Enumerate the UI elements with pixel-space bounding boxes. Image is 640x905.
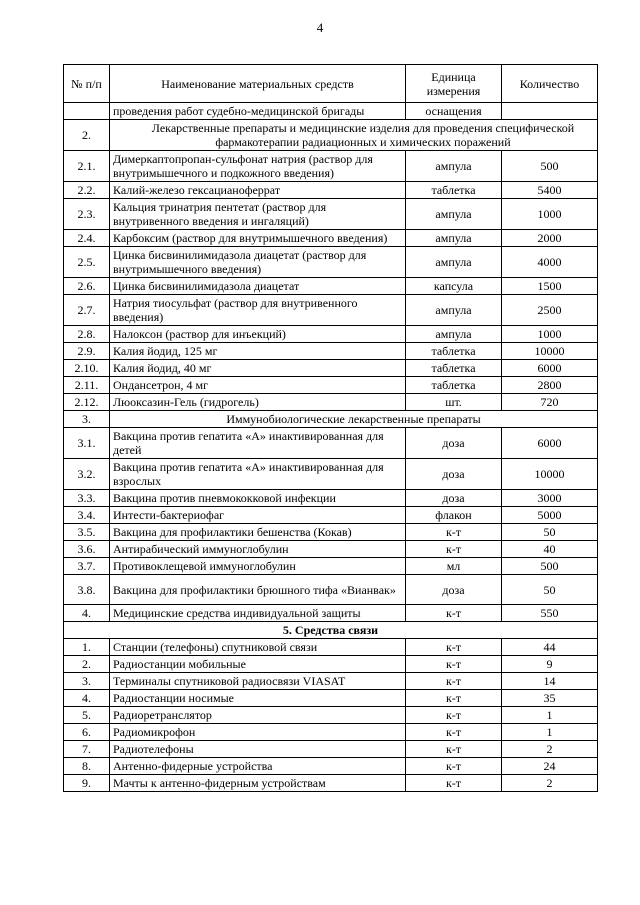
cell-qty: 1000 [502,199,598,230]
table-header-row [64,65,598,103]
cell-num: 5. [64,707,110,724]
cell-num: 2. [64,656,110,673]
table-row [64,541,598,558]
cell-qty: 10000 [502,459,598,490]
cell-name: Калия йодид, 125 мг [110,343,406,360]
table-row [64,656,598,673]
cell-unit: доза [406,428,502,459]
continued-row [64,103,598,120]
table-row [64,524,598,541]
cell-num: 2.5. [64,247,110,278]
cell-qty: 4000 [502,247,598,278]
header-unit: Единица измерения [406,65,502,103]
cell-unit: доза [406,575,502,605]
header-num: № п/п [64,65,110,103]
cell-num: 2.12. [64,394,110,411]
table-row [64,360,598,377]
cell-num: 2.4. [64,230,110,247]
table-row [64,459,598,490]
cell-unit: к-т [406,541,502,558]
cell-qty: 500 [502,558,598,575]
cell-qty: 9 [502,656,598,673]
table-row [64,690,598,707]
cell-name: Ондансетрон, 4 мг [110,377,406,394]
table-row [64,278,598,295]
cell-qty: 40 [502,541,598,558]
cell-name: Антенно-фидерные устройства [110,758,406,775]
cell-qty: 2800 [502,377,598,394]
table-row [64,575,598,605]
cell-qty: 6000 [502,428,598,459]
cell-unit: доза [406,459,502,490]
cell-num [64,103,110,120]
cell-name: Люоксазин-Гель (гидрогель) [110,394,406,411]
cell-qty: 550 [502,605,598,622]
cell-name: Натрия тиосульфат (раствор для внутривенного введения) [110,295,406,326]
cell-unit: мл [406,558,502,575]
cell-name: Радиомикрофон [110,724,406,741]
cell-num: 3.6. [64,541,110,558]
cell-unit: флакон [406,507,502,524]
cell-name: Интести-бактериофаг [110,507,406,524]
cell-num: 1. [64,639,110,656]
cell-unit: ампула [406,151,502,182]
table-row [64,199,598,230]
cell-qty: 10000 [502,343,598,360]
cell-name: Цинка бисвинилимидазола диацетат (раствор для внутримышечного введения) [110,247,406,278]
table-row [64,326,598,343]
cell-name: Радиостанции мобильные [110,656,406,673]
cell-unit: к-т [406,775,502,792]
table-row [64,605,598,622]
header-name: Наименование материальных средств [110,65,406,103]
table-row [64,558,598,575]
table-row [64,490,598,507]
cell-name: Антирабический иммуноглобулин [110,541,406,558]
cell-qty: 50 [502,575,598,605]
cell-num: 2.6. [64,278,110,295]
cell-qty: 720 [502,394,598,411]
cell-qty: 2 [502,741,598,758]
cell-qty: 1500 [502,278,598,295]
cell-unit: ампула [406,247,502,278]
cell-num: 2.2. [64,182,110,199]
cell-num: 3.1. [64,428,110,459]
table-row [64,673,598,690]
cell-unit: ампула [406,295,502,326]
table-row [64,247,598,278]
cell-num: 4. [64,690,110,707]
table-row [64,230,598,247]
cell-num: 2.11. [64,377,110,394]
cell-unit: к-т [406,673,502,690]
cell-qty: 1000 [502,326,598,343]
cell-unit: к-т [406,656,502,673]
table-row [64,639,598,656]
table-row [64,724,598,741]
cell-num: 2.7. [64,295,110,326]
cell-num: 9. [64,775,110,792]
cell-name: Карбоксим (раствор для внутримышечного введения) [110,230,406,247]
cell-unit: к-т [406,741,502,758]
cell-unit: ампула [406,230,502,247]
cell-unit: доза [406,490,502,507]
table-row [64,343,598,360]
cell-name: Медицинские средства индивидуальной защиты [110,605,406,622]
cell-qty: 1 [502,707,598,724]
cell-name: Мачты к антенно-фидерным устройствам [110,775,406,792]
cell-name: Радиоретранслятор [110,707,406,724]
cell-name: Цинка бисвинилимидазола диацетат [110,278,406,295]
cell-num: 2.8. [64,326,110,343]
cell-qty: 3000 [502,490,598,507]
cell-qty: 6000 [502,360,598,377]
cell-name: Терминалы спутниковой радиосвязи VIASAT [110,673,406,690]
cell-name: Противоклещевой иммуноглобулин [110,558,406,575]
cell-unit: к-т [406,639,502,656]
cell-name: Станции (телефоны) спутниковой связи [110,639,406,656]
cell-name: Димеркаптопропан-сульфонат натрия (раствор для внутримышечного и подкожного введения) [110,151,406,182]
cell-num: 7. [64,741,110,758]
table-row [64,775,598,792]
cell-num: 3.8. [64,575,110,605]
cell-unit: к-т [406,524,502,541]
cell-name: Вакцина для профилактики бешенства (Кокав) [110,524,406,541]
cell-num: 3.5. [64,524,110,541]
section-title: 5. Средства связи [64,622,598,639]
cell-num: 2.10. [64,360,110,377]
cell-name: Вакцина против гепатита «А» инактивированная для детей [110,428,406,459]
cell-name: Калий-железо гексацианоферрат [110,182,406,199]
table-row [64,758,598,775]
cell-num: 6. [64,724,110,741]
table-row [64,428,598,459]
cell-num: 2.1. [64,151,110,182]
header-qty: Количество [502,65,598,103]
cell-name: Вакцина против гепатита «А» инактивированная для взрослых [110,459,406,490]
cell-qty: 2000 [502,230,598,247]
cell-qty: 2 [502,775,598,792]
cell-qty: 24 [502,758,598,775]
section-2-row [64,120,598,151]
section-num: 2. [64,120,110,151]
table-row [64,507,598,524]
cell-unit: капсула [406,278,502,295]
table-row [64,295,598,326]
table-row [64,377,598,394]
cell-num: 4. [64,605,110,622]
table-row [64,707,598,724]
cell-name: Калия йодид, 40 мг [110,360,406,377]
cell-qty: 50 [502,524,598,541]
table-row [64,394,598,411]
materials-table [63,64,598,792]
section-num: 3. [64,411,110,428]
cell-qty: 14 [502,673,598,690]
section-row [64,411,598,428]
cell-unit: таблетка [406,182,502,199]
cell-qty: 44 [502,639,598,656]
table-row [64,182,598,199]
cell-name: Радиостанции носимые [110,690,406,707]
cell-qty: 2500 [502,295,598,326]
cell-qty: 35 [502,690,598,707]
table-body [64,103,598,792]
cell-qty: 5000 [502,507,598,524]
cell-num: 3.2. [64,459,110,490]
cell-num: 2.9. [64,343,110,360]
cell-unit: к-т [406,707,502,724]
page-number: 4 [316,20,324,35]
cell-unit: к-т [406,690,502,707]
table-row [64,151,598,182]
cell-name: Вакцина против пневмококковой инфекции [110,490,406,507]
cell-qty [502,103,598,120]
table-row [64,741,598,758]
cell-num: 3. [64,673,110,690]
cell-name: Кальция тринатрия пентетат (раствор для внутривенного введения и ингаляций) [110,199,406,230]
cell-name: Налоксон (раствор для инъекций) [110,326,406,343]
cell-unit: таблетка [406,377,502,394]
cell-name: проведения работ судебно-медицинской бригады [110,103,406,120]
cell-unit: к-т [406,724,502,741]
cell-num: 3.7. [64,558,110,575]
cell-num: 3.4. [64,507,110,524]
cell-qty: 5400 [502,182,598,199]
cell-num: 8. [64,758,110,775]
cell-unit: таблетка [406,360,502,377]
cell-unit: к-т [406,758,502,775]
cell-unit: оснащения [406,103,502,120]
section-title: Лекарственные препараты и медицинские изделия для проведения специфической фармакотерапии радиационных и химических поражений [110,120,598,151]
section-row [64,622,598,639]
cell-qty: 1 [502,724,598,741]
cell-unit: ампула [406,326,502,343]
cell-unit: к-т [406,605,502,622]
cell-num: 2.3. [64,199,110,230]
cell-unit: шт. [406,394,502,411]
cell-name: Вакцина для профилактики брюшного тифа «Вианвак» [110,575,406,605]
cell-unit: таблетка [406,343,502,360]
section-title: Иммунобиологические лекарственные препараты [110,411,598,428]
cell-name: Радиотелефоны [110,741,406,758]
cell-num: 3.3. [64,490,110,507]
cell-unit: ампула [406,199,502,230]
cell-qty: 500 [502,151,598,182]
